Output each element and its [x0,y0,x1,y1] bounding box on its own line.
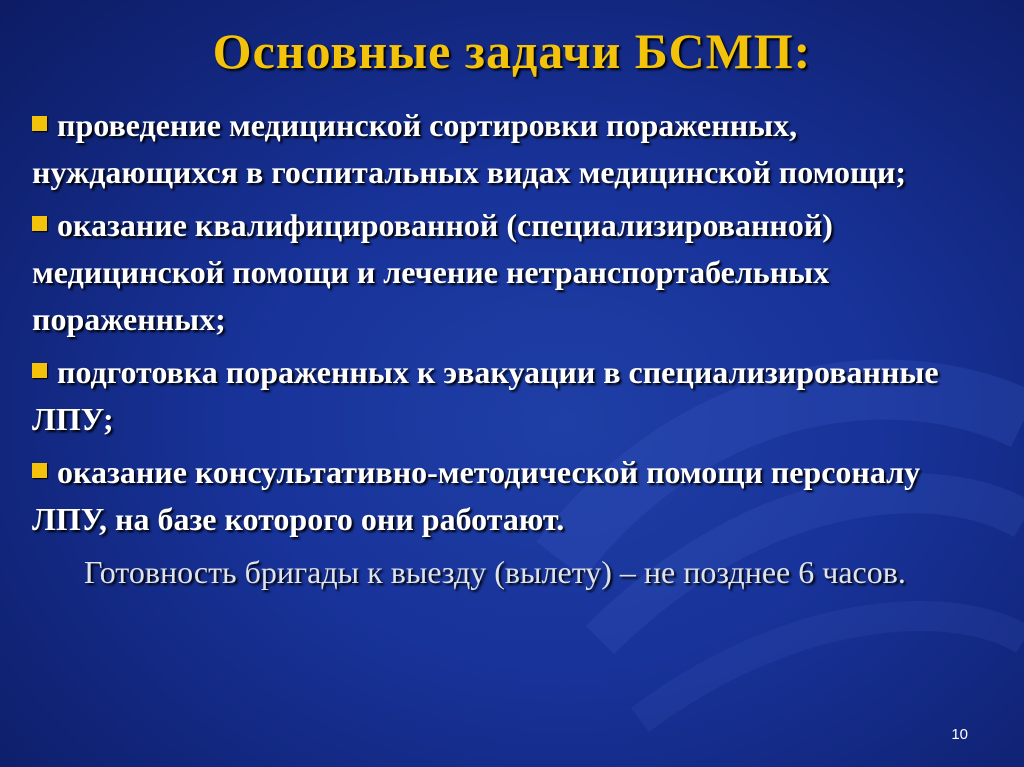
bullet-item [32,202,992,343]
bullet-text: подготовка пораженных к эвакуации в специализированные ЛПУ; [32,354,939,437]
readiness-note: Готовность бригады к выезду (вылету) – не позднее 6 часов. [84,554,906,590]
square-bullet-icon [32,463,47,478]
slide-title: Основные задачи БСМП: [212,23,812,79]
bullet-item [32,349,992,443]
bullet-list [32,102,992,595]
bullet-text: оказание квалифицированной (специализированной) медицинской помощи и лечение нетранспортабельных пораженных; [32,207,833,337]
bullet-item [32,102,992,196]
page-number: 10 [951,726,968,743]
bullet-text: проведение медицинской сортировки пораженных, нуждающихся в госпитальных видах медицинской помощи; [32,107,907,190]
square-bullet-icon [32,116,47,131]
bullet-item [32,449,992,543]
square-bullet-icon [32,216,47,231]
square-bullet-icon [32,363,47,378]
bullet-text: оказание консультативно-методической помощи персоналу ЛПУ, на базе которого они работают. [32,454,921,537]
